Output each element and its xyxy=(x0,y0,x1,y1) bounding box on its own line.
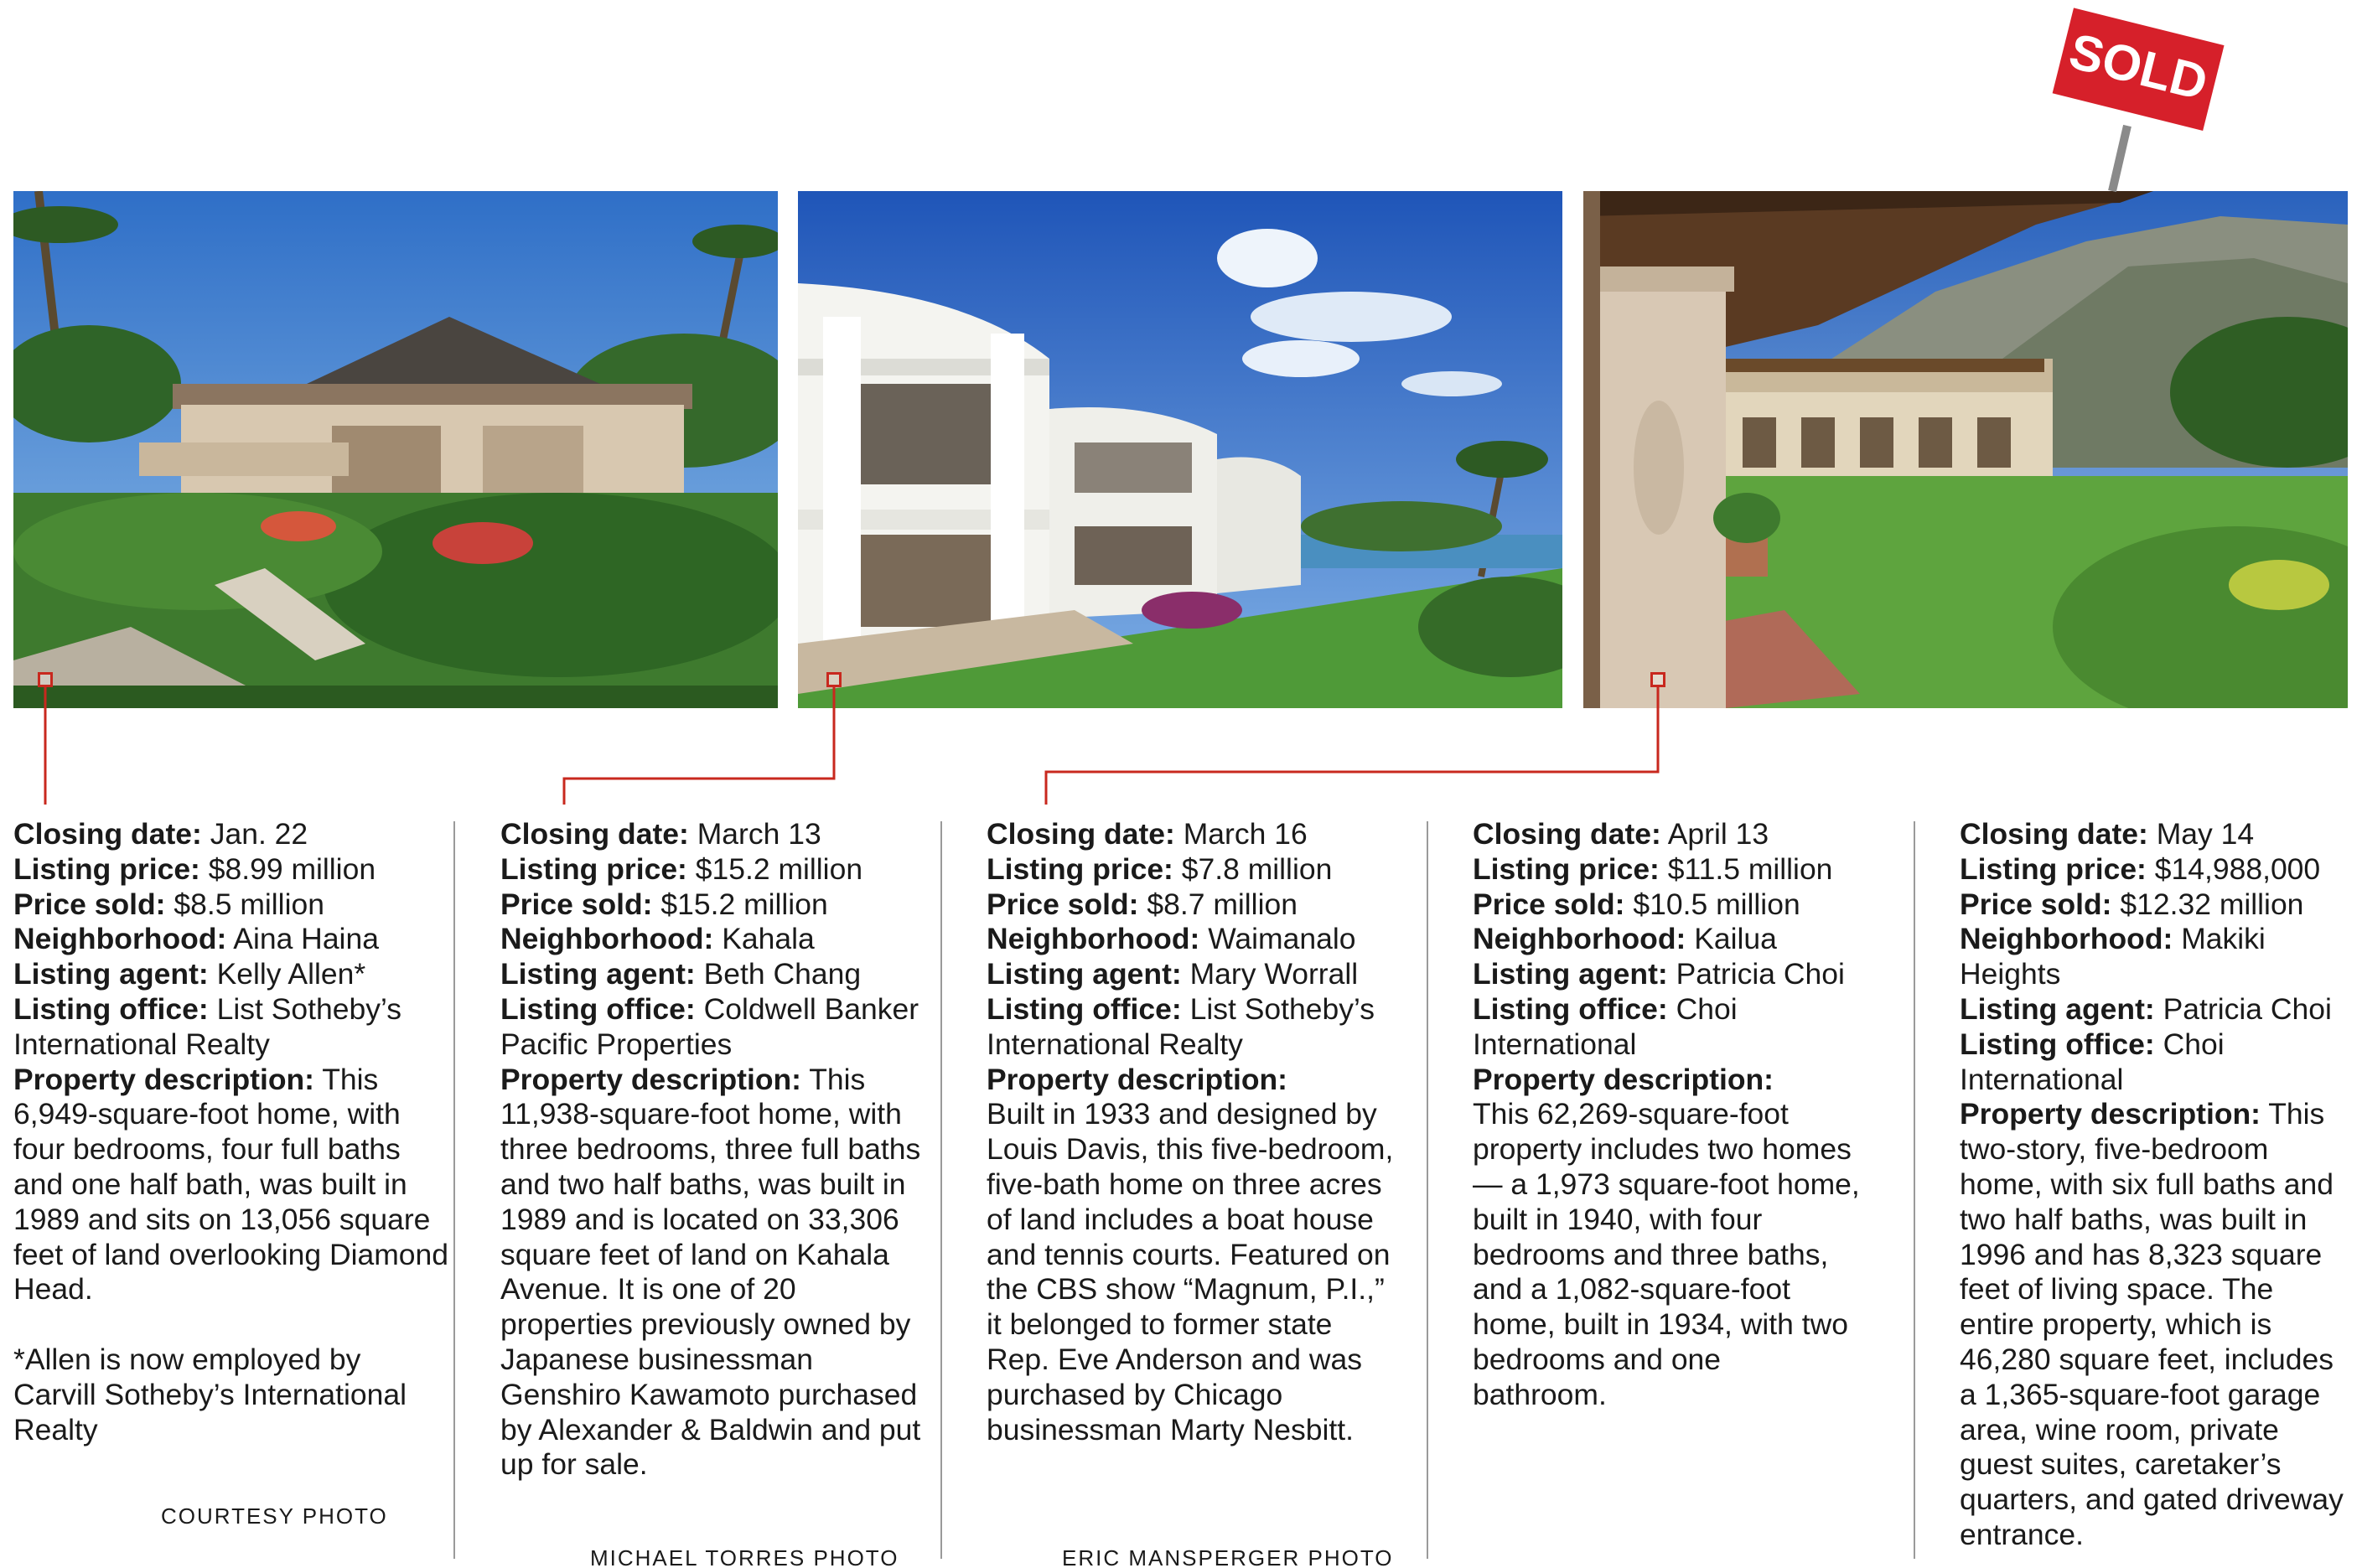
price-sold: Price sold: $12.32 million xyxy=(1960,887,2304,921)
listing-agent: Listing agent: Patricia Choi xyxy=(1473,957,1845,991)
photo-credit-courtesy: COURTESY PHOTO xyxy=(161,1503,388,1529)
photo-marker-2 xyxy=(826,672,842,687)
sold-text: SOLD xyxy=(2064,22,2214,111)
closing-date: Closing date: April 13 xyxy=(1473,817,1769,851)
property-description: Property description: This two-story, five-bedroom home, with six full baths and two half baths, was built in 1996 and has 8,323 square feet of living space. The entire property, which is 46,280 square feet, includes a 1,365-square-foot garage area, wine room, private guest suites, caretaker’s quarters, and gated driveway entrance. xyxy=(1960,1097,2344,1551)
column-divider-3 xyxy=(1427,821,1428,1559)
house-photo-aina-haina xyxy=(13,191,778,708)
column-divider-4 xyxy=(1914,821,1915,1559)
column-divider-2 xyxy=(940,821,942,1559)
property-description-heading: Property description: xyxy=(1473,1062,1774,1096)
house-photo-waimanalo xyxy=(1583,191,2348,708)
price-sold: Price sold: $8.5 million xyxy=(13,887,324,921)
listing-office: Listing office: Choi International xyxy=(1473,991,1738,1061)
listing-price: Listing price: $14,988,000 xyxy=(1960,851,2321,886)
property-description: Property description: This 11,938-square-foot home, with three bedrooms, three full baths and two half baths, was built in 1989 and is located on 33,306 square feet of land on Kahala Avenue. It is one of 20 properties previously owned by Japanese businessman Genshiro Kawamoto purchased by Alexander & Baldwin and put up for sale. xyxy=(500,1062,921,1482)
sign-post xyxy=(2112,126,2127,191)
listing-makiki-heights xyxy=(1960,817,2345,1553)
closing-date: Closing date: Jan. 22 xyxy=(13,817,308,851)
listing-office: Listing office: Coldwell Banker Pacific Properties xyxy=(500,991,919,1061)
price-sold: Price sold: $15.2 million xyxy=(500,887,828,921)
listing-office: Listing office: Choi International xyxy=(1960,1027,2225,1096)
listing-agent: Listing agent: Beth Chang xyxy=(500,957,862,991)
closing-date: Closing date: May 14 xyxy=(1960,817,2255,851)
house-photo-kahala xyxy=(798,191,1562,708)
listing-agent: Listing agent: Mary Worrall xyxy=(987,957,1359,991)
price-sold: Price sold: $10.5 million xyxy=(1473,887,1800,921)
neighborhood: Neighborhood: Aina Haina xyxy=(13,922,379,956)
listing-aina-haina xyxy=(13,817,449,1448)
listing-agent: Listing agent: Kelly Allen* xyxy=(13,957,366,991)
closing-date: Closing date: March 16 xyxy=(987,817,1308,851)
listing-kahala xyxy=(500,817,924,1483)
listing-price: Listing price: $7.8 million xyxy=(987,851,1333,886)
neighborhood: Neighborhood: Kailua xyxy=(1473,922,1777,956)
photo-marker-1 xyxy=(38,672,53,687)
property-description-heading: Property description: xyxy=(987,1062,1288,1096)
listing-price: Listing price: $15.2 million xyxy=(500,851,863,886)
photo-credit-michael-torres: MICHAEL TORRES PHOTO xyxy=(590,1545,899,1568)
property-description: Built in 1933 and designed by Louis Davis, this five-bedroom, five-bath home on three acres of land includes a boat house and tennis courts. Featured on the CBS show “Magnum, P.I.,” it belonged to former state Rep. Eve Anderson and was purchased by Chicago businessman Marty Nesbitt. xyxy=(987,1097,1394,1446)
listing-price: Listing price: $11.5 million xyxy=(1473,851,1833,886)
agent-footnote: *Allen is now employed by Carvill Sotheby’s International Realty xyxy=(13,1343,407,1446)
listing-kailua xyxy=(1473,817,1862,1413)
listing-office: Listing office: List Sotheby’s International Realty xyxy=(987,991,1375,1061)
column-divider-1 xyxy=(453,821,455,1559)
listing-price: Listing price: $8.99 million xyxy=(13,851,376,886)
photo-marker-3 xyxy=(1650,672,1665,687)
photo-credit-eric-mansperger: ERIC MANSPERGER PHOTO xyxy=(1062,1545,1394,1568)
listing-office: Listing office: List Sotheby’s International Realty xyxy=(13,991,401,1061)
sold-sign xyxy=(2028,0,2246,201)
neighborhood: Neighborhood: Kahala xyxy=(500,922,815,956)
listing-agent: Listing agent: Patricia Choi xyxy=(1960,991,2332,1026)
property-description: This 62,269-square-foot property includes two homes — a 1,973 square-foot home, built in 1940, with four bedrooms and three baths, and a 1,082-square-foot home, built in 1934, with two bedrooms and one bathroom. xyxy=(1473,1097,1860,1411)
listing-waimanalo xyxy=(987,817,1397,1447)
neighborhood: Neighborhood: Makiki Heights xyxy=(1960,922,2266,991)
property-description: Property description: This 6,949-square-foot home, with four bedrooms, four full baths and one half bath, was built in 1989 and sits on 13,056 square feet of land overlooking Diamond Head. xyxy=(13,1062,449,1307)
closing-date: Closing date: March 13 xyxy=(500,817,821,851)
neighborhood: Neighborhood: Waimanalo xyxy=(987,922,1356,956)
price-sold: Price sold: $8.7 million xyxy=(987,887,1298,921)
